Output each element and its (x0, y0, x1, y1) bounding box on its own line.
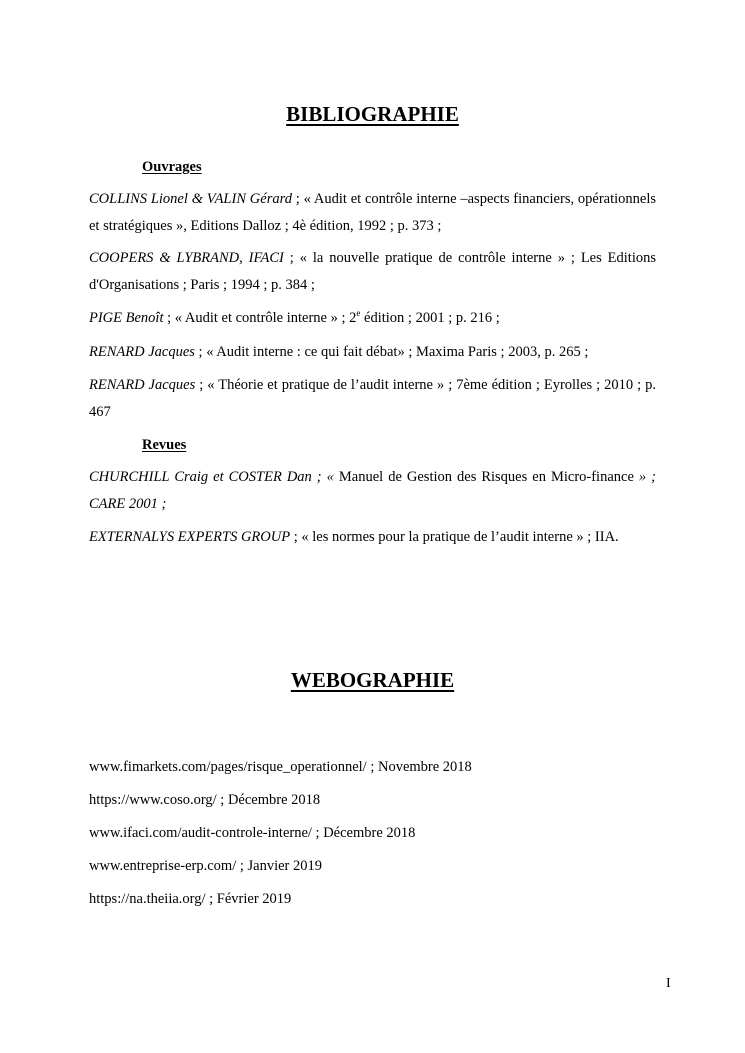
entry-separator: ; (283, 250, 300, 266)
entry-tail: » ; CARE 2001 ; (89, 469, 656, 512)
entry-text: « Audit interne : ce qui fait débat» ; Maxima Paris ; 2003, p. 265 ; (206, 344, 589, 360)
superscript: e (356, 308, 361, 319)
webography-entry: https://www.coso.org/ ; Décembre 2018 (89, 792, 321, 808)
webography-entry: www.ifaci.com/audit-controle-interne/ ; Décembre 2018 (89, 825, 416, 841)
webography-entry: www.entreprise-erp.com/ ; Janvier 2019 (89, 858, 322, 874)
books-heading: Ouvrages (142, 159, 202, 175)
bibliography-entry (89, 339, 656, 366)
entry-separator: ; (163, 310, 175, 326)
entry-separator: ; (195, 377, 208, 393)
entry-text: « Audit et contrôle interne » ; 2 (174, 310, 357, 326)
journals-heading: Revues (142, 437, 187, 453)
entry-text: « Théorie et pratique de l’audit interne » ; 7ème édition ; Eyrolles ; 2010 ; p. 467 (89, 377, 657, 420)
entry-author: RENARD Jacques (89, 344, 195, 360)
bibliography-entry (89, 305, 656, 332)
bibliography-entry (89, 372, 656, 426)
bibliography-entry (89, 524, 656, 551)
entry-author: PIGE Benoît (89, 310, 164, 326)
webography-entry: www.fimarkets.com/pages/risque_operationnel/ ; Novembre 2018 (89, 759, 472, 775)
entry-text: « Audit et contrôle interne –aspects financiers, opérationnels et stratégiques », Editions Dalloz ; 4è édition, 1992 ; p. 373 ; (89, 191, 657, 234)
entry-author: COOPERS & LYBRAND, IFACI (89, 250, 284, 266)
bibliography-title: BIBLIOGRAPHIE (286, 102, 459, 126)
bibliography-entry (89, 464, 656, 518)
bibliography-entry (89, 245, 656, 299)
page-number: I (666, 976, 671, 991)
entry-text: Manuel de Gestion des Risques en Micro-finance (333, 469, 639, 485)
entry-text: « la nouvelle pratique de contrôle interne » ; Les Editions d'Organisations ; Paris ; 1994 ; p. 384 ; (89, 250, 657, 293)
webography-entry: https://na.theiia.org/ ; Février 2019 (89, 891, 292, 907)
webography-title: WEBOGRAPHIE (290, 668, 455, 692)
entry-author: CHURCHILL Craig et COSTER Dan ; « (89, 469, 334, 485)
entry-text: « les normes pour la pratique de l’audit interne » ; IIA. (301, 529, 619, 545)
entry-separator: ; (291, 191, 304, 207)
bibliography-entry (89, 186, 656, 240)
entry-separator: ; (290, 529, 302, 545)
entry-separator: ; (194, 344, 207, 360)
entry-text-continued: édition ; 2001 ; p. 216 ; (360, 310, 500, 326)
entry-author: COLLINS Lionel & VALIN Gérard (89, 191, 292, 207)
entry-author: RENARD Jacques (89, 377, 196, 393)
entry-author: EXTERNALYS EXPERTS GROUP (89, 529, 291, 545)
